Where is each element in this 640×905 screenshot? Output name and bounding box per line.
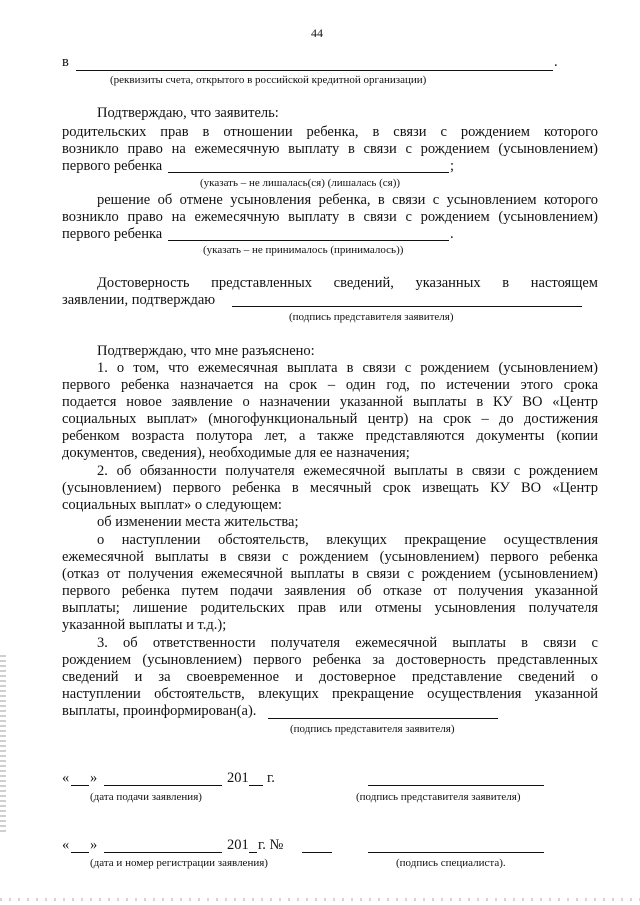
- date2-year-prefix: 201: [227, 837, 249, 853]
- p1-line-5: ребенком возраста полутора лет, а также представляются документы (копии: [62, 428, 598, 444]
- date2-quote-open: «: [62, 837, 70, 853]
- confirm2-field[interactable]: [168, 240, 449, 241]
- date2-day-field[interactable]: [71, 852, 89, 853]
- date1-month-field[interactable]: [104, 785, 222, 786]
- confirm1-end-mark: ;: [450, 158, 455, 174]
- confirm2-line-1: решение об отмене усыновления ребенка, в связи с усыновлением которого: [97, 192, 598, 208]
- scan-edge-artifact: [0, 655, 6, 835]
- date2-quote-close: »: [90, 837, 98, 853]
- date1-year-suffix: г.: [267, 770, 275, 786]
- p2b-line-4: первого ребенка путем подачи заявления об отказе от получения указанной: [62, 583, 598, 599]
- confirm1-line-1: родительских прав в отношении ребенка, в связи с рождением которого: [62, 124, 598, 140]
- confirm2-caption: (указать – не принималось (принималось)): [203, 244, 404, 256]
- p1-line-3: подается новое заявление о назначении указанной выплаты в КУ ВО «Центр: [62, 394, 598, 410]
- p3-line-2: рождением (усыновлением) первого ребенка за достоверность представленных: [62, 652, 598, 668]
- reliability-line-2: заявлении, подтверждаю: [62, 292, 216, 308]
- date1-year-field[interactable]: [249, 785, 263, 786]
- p1-line-2: первого ребенка назначается на срок – один год, по истечении этого срока: [62, 377, 598, 393]
- explained-caption: (подпись представителя заявителя): [290, 723, 455, 735]
- p1-line-4: социальных выплат» (многофункциональный центр) на срок – до достижения: [62, 411, 598, 427]
- confirm2-line-2: возникло право на ежемесячную выплату в связи с рождением (усыновлением): [62, 209, 598, 225]
- reliability-caption: (подпись представителя заявителя): [289, 311, 454, 323]
- date2-signature-field[interactable]: [368, 852, 544, 853]
- p2b-line-2: ежемесячной выплаты в связи с рождением (усыновлением) первого ребенка: [62, 549, 598, 565]
- p2-line-3: социальных выплат» о следующем:: [62, 497, 282, 513]
- date1-caption: (дата подачи заявления): [90, 791, 202, 803]
- p3-line-5: выплаты, проинформирован(а).: [62, 703, 257, 719]
- confirm1-line-3: первого ребенка: [62, 158, 163, 174]
- p2b-line-3: (отказ от получения ежемесячной выплаты в связи с рождением (усыновлением): [62, 566, 598, 582]
- confirm2-line-3: первого ребенка: [62, 226, 163, 242]
- date2-caption: (дата и номер регистрации заявления): [90, 857, 268, 869]
- date2-year-field[interactable]: [249, 852, 257, 853]
- date1-quote-close: »: [90, 770, 98, 786]
- p2-line-2: (усыновлением) первого ребенка в месячный срок извещать КУ ВО «Центр: [62, 480, 598, 496]
- explained-signature-field[interactable]: [268, 718, 498, 719]
- explained-heading: Подтверждаю, что мне разъяснено:: [97, 343, 315, 359]
- p3-line-4: наступлении обстоятельств, влекущих прекращение осуществления указанной: [62, 686, 598, 702]
- date2-month-field[interactable]: [104, 852, 222, 853]
- date2-number-field[interactable]: [302, 852, 332, 853]
- confirm1-caption: (указать – не лишалась(ся) (лишалась (ся)): [200, 177, 401, 189]
- confirm-heading: Подтверждаю, что заявитель:: [97, 105, 279, 121]
- scan-bottom-artifact: [0, 898, 640, 901]
- confirm1-field[interactable]: [168, 172, 449, 173]
- date1-quote-open: «: [62, 770, 70, 786]
- page-number: 44: [311, 26, 323, 40]
- p2b-line-6: указанной выплаты и т.д.);: [62, 617, 227, 633]
- p3-line-3: сведений и за своевременное и достоверное представление сведений о: [62, 669, 598, 685]
- date2-sign-caption: (подпись специалиста).: [396, 857, 506, 869]
- date1-day-field[interactable]: [71, 785, 89, 786]
- date1-year-prefix: 201: [227, 770, 249, 786]
- account-field[interactable]: [76, 70, 553, 71]
- p1-line-1: 1. о том, что ежемесячная выплата в связи с рождением (усыновлением): [97, 360, 598, 376]
- confirm2-end-mark: .: [450, 226, 454, 242]
- p1-line-6: документов, сведения), необходимые для ее назначения;: [62, 445, 410, 461]
- date1-signature-field[interactable]: [368, 785, 544, 786]
- account-caption: (реквизиты счета, открытого в российской кредитной организации): [110, 74, 427, 86]
- confirm1-line-2: возникло право на ежемесячную выплату в связи с рождением (усыновлением): [62, 141, 598, 157]
- p2b-line-5: выплаты; лишение родительских прав или отмены усыновления получателя: [62, 600, 598, 616]
- account-prefix: в: [62, 54, 69, 70]
- p3-line-1: 3. об ответственности получателя ежемесячной выплаты в связи с: [97, 635, 598, 651]
- p2-line-1: 2. об обязанности получателя ежемесячной выплаты в связи с рождением: [97, 463, 598, 479]
- date1-sign-caption: (подпись представителя заявителя): [356, 791, 521, 803]
- date2-year-suffix: г. №: [258, 837, 284, 853]
- reliability-signature-field[interactable]: [232, 306, 582, 307]
- p2b-line-1: о наступлении обстоятельств, влекущих прекращение осуществления: [97, 532, 598, 548]
- account-end-mark: .: [554, 54, 558, 70]
- reliability-line-1: Достоверность представленных сведений, указанных в настоящем: [97, 275, 598, 291]
- p2a-line: об изменении места жительства;: [97, 514, 299, 530]
